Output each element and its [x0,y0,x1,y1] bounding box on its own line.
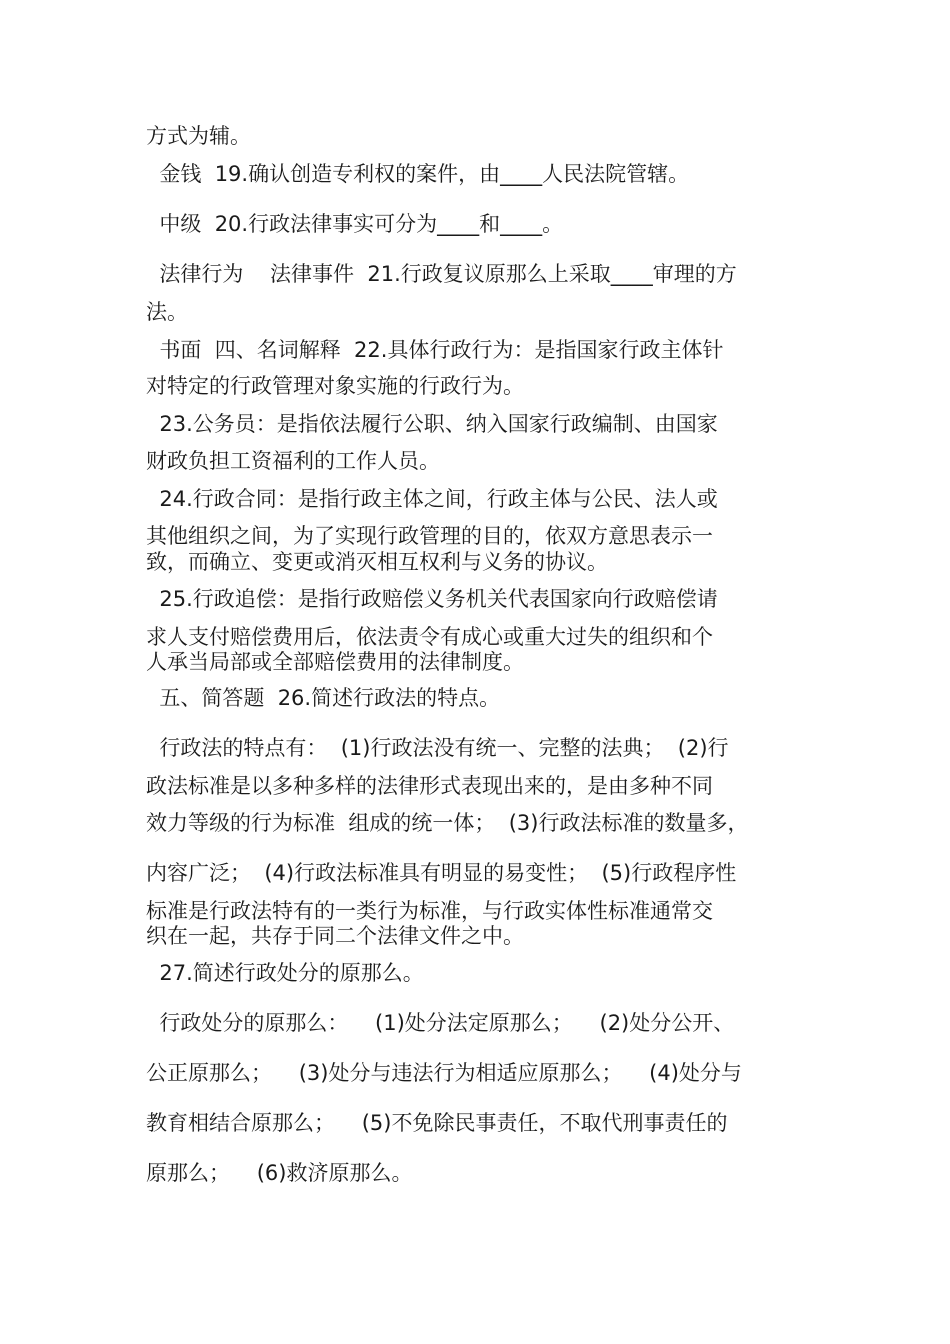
text-line: 人承当局部或全部赔偿费用的法律制度。 [146,650,524,674]
text-line: 政法标准是以多种多样的法律形式表现出来的，是由多种不同 [146,774,713,798]
text-line: 其他组织之间，为了实现行政管理的目的，依双方意思表示一 [146,524,713,548]
text-line: 对特定的行政管理对象实施的行政行为。 [146,374,524,398]
text-line: 财政负担工资福利的工作人员。 [146,449,440,473]
text-line: 法。 [146,300,188,324]
text-line: 致，而确立、变更或消灭相互权利与义务的协议。 [146,550,608,574]
text-line: 公正原那么； (3)处分与违法行为相适应原那么； (4)处分与 [146,1061,742,1085]
text-line: 方式为辅。 [146,124,251,148]
text-line: 行政处分的原那么： (1)处分法定原那么； (2)处分公开、 [146,1011,735,1035]
text-line: 织在一起，共存于同二个法律文件之中。 [146,924,524,948]
text-line: 23.公务员：是指依法履行公职、纳入国家行政编制、由国家 [146,412,718,436]
text-line: 教育相结合原那么； (5)不免除民事责任，不取代刑事责任的 [146,1111,728,1135]
text-line: 书面 四、名词解释 22.具体行政行为：是指国家行政主体针 [146,338,724,362]
text-line: 中级 20.行政法律事实可分为____和____。 [146,212,564,236]
text-line: 行政法的特点有： (1)行政法没有统一、完整的法典； (2)行 [146,736,729,760]
text-line: 金钱 19.确认创造专利权的案件，由____人民法院管辖。 [146,162,690,186]
text-line: 效力等级的行为标准 组成的统一体； (3)行政法标准的数量多， [146,811,749,835]
text-line: 24.行政合同：是指行政主体之间，行政主体与公民、法人或 [146,487,718,511]
text-line: 25.行政追偿：是指行政赔偿义务机关代表国家向行政赔偿请 [146,587,718,611]
text-line: 求人支付赔偿费用后，依法责令有成心或重大过失的组织和个 [146,625,713,649]
text-line: 标准是行政法特有的一类行为标准，与行政实体性标准通常交 [146,899,713,923]
text-line: 五、简答题 26.简述行政法的特点。 [146,686,501,710]
text-line: 27.简述行政处分的原那么。 [146,961,424,985]
text-line: 法律行为 法律事件 21.行政复议原那么上采取____审理的方 [146,262,737,286]
text-line: 内容广泛； (4)行政法标准具有明显的易变性； (5)行政程序性 [146,861,737,885]
text-line: 原那么； (6)救济原那么。 [146,1161,413,1185]
